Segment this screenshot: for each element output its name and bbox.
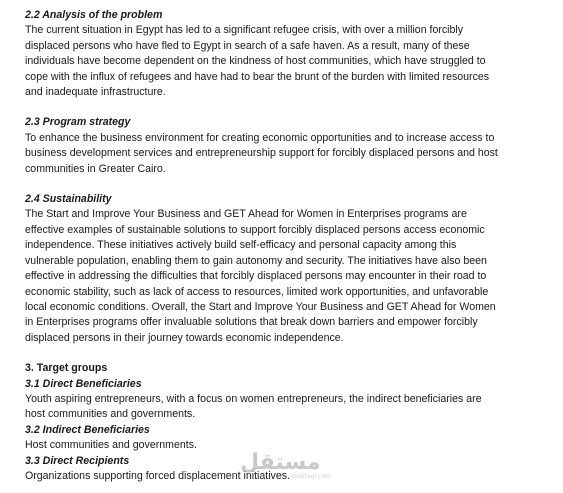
- paragraph-line: in Enterprises programs offer invaluable solutions that break down barriers and empower forcibly: [25, 316, 478, 329]
- paragraph-line: and inadequate infrastructure.: [25, 86, 166, 99]
- section-paragraph: [25, 131, 555, 177]
- paragraph-line: business development services and entrepreneurship support for forcibly displaced persons and host: [25, 147, 498, 160]
- paragraph-line: individuals have become dependent on the kindness of host communities, which have struggled to: [25, 55, 486, 68]
- paragraph-line: local economic conditions. Overall, the Start and Improve Your Business and GET Ahead for Women: [25, 300, 496, 313]
- section-heading: 3. Target groups: [25, 362, 108, 375]
- spacer: [25, 346, 555, 361]
- paragraph-line: host communities and governments.: [25, 408, 196, 421]
- paragraph-line: effective examples of sustainable solutions to support forcibly displaced persons access economic: [25, 223, 485, 236]
- paragraph-line: The current situation in Egypt has led to a significant refugee crisis, with over a million forcibly: [25, 24, 464, 37]
- paragraph-line: Organizations supporting forced displacement initiatives.: [25, 469, 290, 482]
- spacer: [25, 177, 555, 192]
- subsection-heading: 3.1 Direct Beneficiaries: [25, 377, 142, 390]
- section-paragraph: [25, 392, 555, 423]
- spacer: [25, 100, 555, 115]
- section-heading: 2.2 Analysis of the problem: [25, 9, 163, 21]
- paragraph-line: Youth aspiring entrepreneurs, with a focus on women entrepreneurs, the indirect beneficiaries are: [25, 392, 482, 405]
- subsection-heading: 3.2 Indirect Beneficiaries: [25, 423, 150, 436]
- paragraph-line: The Start and Improve Your Business and GET Ahead for Women in Enterprises programs are: [25, 208, 467, 221]
- section-paragraph: [25, 207, 555, 346]
- paragraph-line: vulnerable population, enabling them to gain autonomy and security. The initiatives have also been: [25, 254, 487, 267]
- section-paragraph: [25, 23, 555, 100]
- section-heading: 2.4 Sustainability: [25, 193, 112, 206]
- watermark-logo: مستقل: [240, 450, 321, 475]
- paragraph-line: displaced persons in their journey towards economic independence.: [25, 331, 344, 344]
- paragraph-line: displaced persons who have fled to Egypt in search of a safe haven. As a result, many of these: [25, 39, 470, 52]
- document-body: [25, 8, 555, 484]
- section-paragraph: [25, 438, 555, 453]
- section-analysis: [25, 8, 555, 100]
- section-paragraph: [25, 469, 555, 484]
- section-strategy: [25, 115, 555, 177]
- paragraph-line: economic stability, such as lack of access to resources, limited work opportunities, and unfavorable: [25, 285, 489, 298]
- paragraph-line: To enhance the business environment for creating economic opportunities and to increase access to: [25, 131, 495, 144]
- paragraph-line: effective in addressing the difficulties that forcibly displaced persons may encounter in their road to: [25, 270, 487, 283]
- section-sustainability: [25, 192, 555, 346]
- paragraph-line: Host communities and governments.: [25, 439, 197, 452]
- paragraph-line: cope with the influx of refugees and have had to bear the brunt of the burden with limited resources: [25, 70, 490, 83]
- paragraph-line: independence. These initiatives actively build self-efficacy and personal capacity among this: [25, 239, 457, 252]
- section-heading: 2.3 Program strategy: [25, 116, 131, 129]
- watermark-subtext: mostaql.com: [292, 473, 331, 480]
- paragraph-line: communities in Greater Cairo.: [25, 162, 166, 175]
- subsection-heading: 3.3 Direct Recipients: [25, 454, 130, 467]
- section-target-groups: [25, 361, 555, 484]
